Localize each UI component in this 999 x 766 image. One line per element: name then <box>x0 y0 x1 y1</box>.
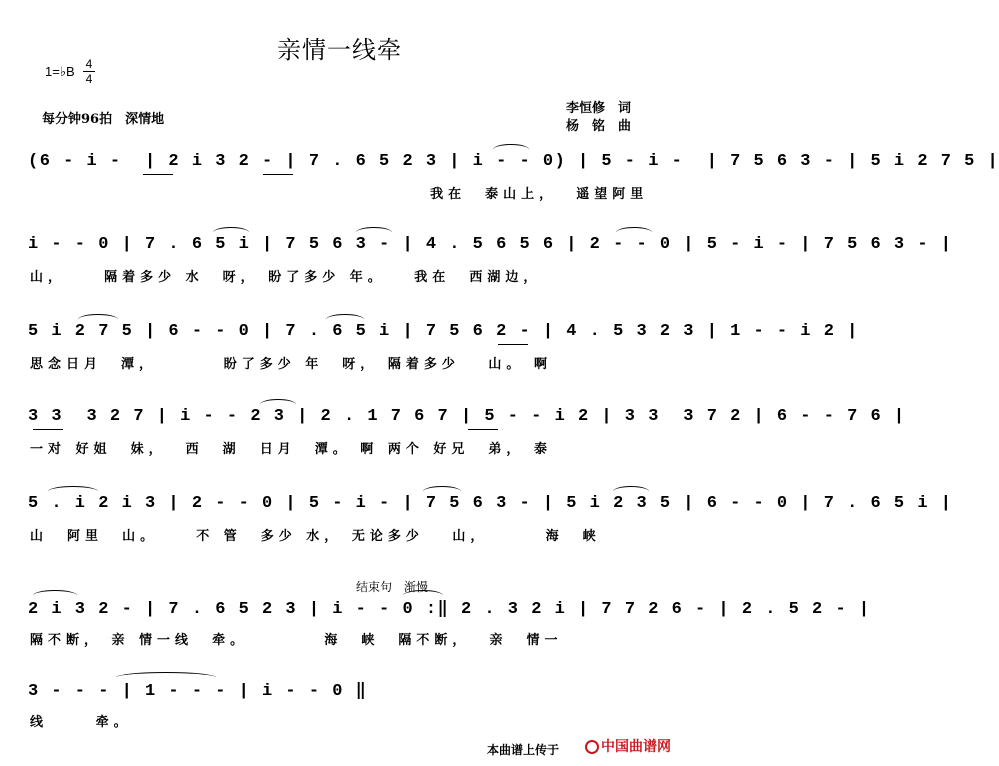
slur-mark <box>260 399 296 410</box>
slur-mark <box>33 590 77 601</box>
upload-notice: 本曲谱上传于 <box>487 743 560 757</box>
slur-mark <box>356 227 392 238</box>
score-line-6 <box>28 596 871 648</box>
notation-line: 3 3 3 2 7 | i - - 2 3 | 2 . 1 7 6 7 | 5 - - i 2 | 3 3 3 7 2 | 6 - - 7 6 | <box>28 407 906 426</box>
time-signature-bottom: 4 <box>85 72 93 86</box>
score-line-2 <box>28 233 953 285</box>
ending-direction: 结束句 渐慢 <box>356 580 429 594</box>
beam-mark <box>263 174 293 175</box>
beam-mark <box>143 174 173 175</box>
site-logo[interactable] <box>585 736 671 756</box>
lyrics-line: 一对 好姐 妹， 西 湖 日月 潭。 啊 两个 好兄 弟， 泰 <box>30 442 552 457</box>
slur-mark <box>493 144 529 155</box>
slur-mark <box>403 590 443 601</box>
site-logo-text: 中国曲谱网 <box>601 739 671 755</box>
song-title: 亲情一线牵 <box>277 36 402 64</box>
time-signature-top: 4 <box>85 57 93 71</box>
lyrics-line: 山 阿里 山。 不 管 多少 水， 无论多少 山， 海 峡 <box>30 529 601 544</box>
slur-mark <box>616 227 652 238</box>
lyrics-line: 线 牵。 <box>30 715 132 730</box>
lyrics-line: 山， 隔着多少 水 呀， 盼了多少 年。 我在 西湖边， <box>30 270 542 285</box>
slur-mark <box>48 486 98 497</box>
slur-mark <box>423 486 461 497</box>
score-line-1 <box>28 150 999 202</box>
notation-line: 5 i 2 7 5 | 6 - - 0 | 7 . 6 5 i | 7 5 6 2 - | 4 . 5 3 2 3 | 1 - - i 2 | <box>28 322 859 341</box>
beam-mark <box>468 429 498 430</box>
tempo-marking: 每分钟96拍 深情地 <box>42 112 165 127</box>
notation-line: 5 . i 2 i 3 | 2 - - 0 | 5 - i - | 7 5 6 3 - | 5 i 2 3 5 | 6 - - 0 | 7 . 6 5 i | <box>28 494 953 513</box>
beam-mark <box>33 429 63 430</box>
time-signature <box>83 58 95 85</box>
slur-mark <box>613 486 649 497</box>
tie-mark <box>116 672 216 683</box>
lyrics-line: 我在 泰山上， 遥望阿里 <box>30 187 649 202</box>
notation-line: i - - 0 | 7 . 6 5 i | 7 5 6 3 - | 4 . 5 6 5 6 | 2 - - 0 | 5 - i - | 7 5 6 3 - | <box>28 235 953 254</box>
notation-line: 2 i 3 2 - | 7 . 6 5 2 3 | i - - 0 :‖ 2 . 3 2 i | 7 7 2 6 - | 2 . 5 2 - | <box>28 600 871 619</box>
slur-mark <box>78 314 118 325</box>
lyrics-line: 隔不断， 亲 情一线 牵。 海 峡 隔不断， 亲 情一 <box>30 633 563 648</box>
lyrics-line: 思念日月 潭， 盼了多少 年 呀， 隔着多少 山。 啊 <box>30 357 552 372</box>
score-line-4 <box>28 405 906 457</box>
beam-mark <box>498 344 528 345</box>
slur-mark <box>326 314 364 325</box>
score-line-3 <box>28 320 859 372</box>
score-line-5 <box>28 492 953 544</box>
key-signature: 1=♭B <box>45 64 75 79</box>
slur-mark <box>213 227 249 238</box>
composer-credit: 杨 铭 曲 <box>566 119 632 134</box>
notation-line: 3 - - - | 1 - - - | i - - 0 ‖ <box>28 682 368 701</box>
globe-icon <box>585 740 599 754</box>
notation-line: (6 - i - | 2 i 3 2 - | 7 . 6 5 2 3 | i - - 0) | 5 - i - | 7 5 6 3 - | 5 i 2 7 5 | <box>28 152 999 171</box>
score-line-7 <box>28 678 658 730</box>
lyricist-credit: 李恒修 词 <box>566 101 632 116</box>
